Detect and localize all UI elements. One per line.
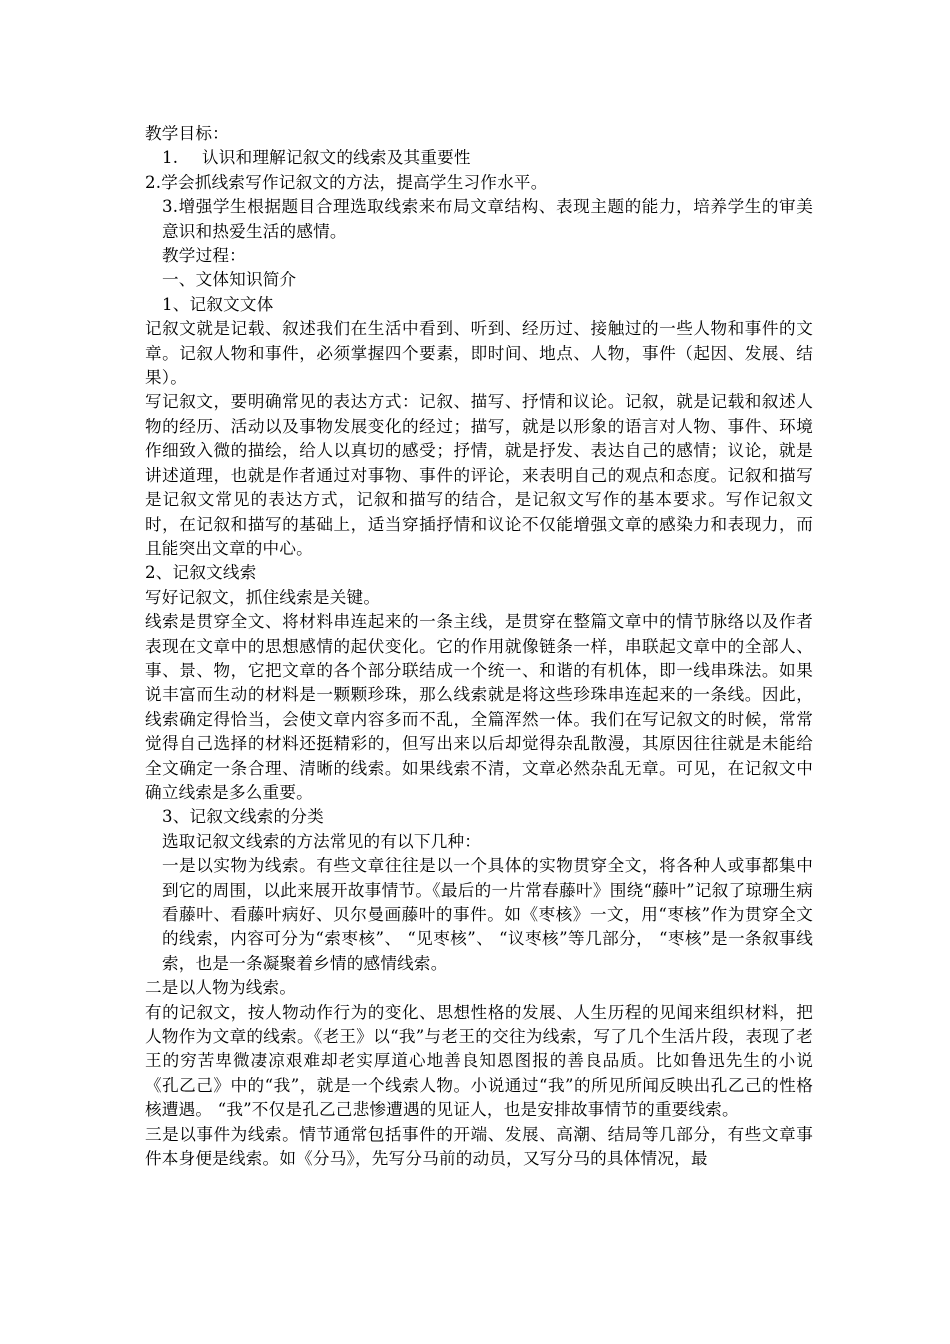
paragraph-6: 一是以实物为线索。有些文章往往是以一个具体的实物贯穿全文，将各种人或事都集中到它的周围，以此来展开故事情节。《最后的一片常春藤叶》围绕“藤叶”记叙了琼珊生病看藤叶、看藤叶病好、贝尔曼画藤叶的事件。如《枣核》一文，用“枣核”作为贯穿全文的线索，内容可分为“索枣核”、 “见枣核”、 “议枣核”等几部分， “枣核”是一条叙事线索，也是一条凝聚着乡情的感情线索。	[162, 856, 813, 973]
paragraph-9: 三是以事件为线索。情节通常包括事件的开端、发展、高潮、结局等几部分，有些文章事件本身便是线索。如《分马》，先写分马前的动员，又写分马的具体情况，最	[145, 1124, 813, 1169]
process-title: 教学过程：	[162, 246, 246, 266]
goal-1-text: 认识和理解记叙文的线索及其重要性	[202, 148, 471, 168]
paragraph-2: 写记叙文，要明确常见的表达方式：记叙、描写、抒情和议论。记叙，就是记载和叙述人物的经历、活动以及事物发展变化的经过；描写，就是以形象的语言对人物、事件、环境作细致入微的描绘，给人以真切的感受；抒情，就是抒发、表达自己的感情；议论，就是讲述道理，也就是作者通过对事物、事件的评论，来表明自己的观点和态度。记叙和描写是记叙文常见的表达方式，记叙和描写的结合，是记叙文写作的基本要求。写作记叙文时，在记叙和描写的基础上，适当穿插抒情和议论不仅能增强文章的感染力和表现力，而且能突出文章的中心。	[145, 392, 813, 558]
section-1-3-heading: 3、记叙文线索的分类	[162, 807, 324, 827]
paragraph-5: 选取记叙文线索的方法常见的有以下几种：	[162, 831, 482, 851]
paragraph-3: 写好记叙文，抓住线索是关键。	[145, 587, 381, 607]
section-1-1-heading: 1、记叙文文体	[162, 294, 274, 314]
goal-2: 2.学会抓线索写作记叙文的方法，提高学生习作水平。	[145, 172, 548, 192]
goal-3: 3.增强学生根据题目合理选取线索来布局文章结构、表现主题的能力，培养学生的审美意识和热爱生活的感情。	[162, 197, 813, 241]
paragraph-8: 有的记叙文，按人物动作行为的变化、思想性格的发展、人生历程的见闻来组织材料，把人物作为文章的线索。《老王》以“我”与老王的交往为线索，写了几个生活片段，表现了老王的穷苦卑微凄凉艰难却老实厚道心地善良知恩图报的善良品质。比如鲁迅先生的小说《孔乙己》中的“我”，就是一个线索人物。小说通过“我”的所见所闻反映出孔乙己的性格核遭遇。 “我”不仅是孔乙己悲惨遭遇的见证人，也是安排故事情节的重要线索。	[145, 1002, 813, 1120]
document-body	[145, 122, 813, 1171]
section-1-heading: 一、文体知识简介	[162, 270, 297, 290]
paragraph-4: 线索是贯穿全文、将材料串连起来的一条主线，是贯穿在整篇文章中的情节脉络以及作者表现在文章中的思想感情的起伏变化。它的作用就像链条一样，串联起文章中的全部人、事、景、物，它把文章的各个部分联结成一个统一、和谐的有机体，即一线串珠法。如果说丰富而生动的材料是一颗颗珍珠，那么线索就是将这些珍珠串连起来的一条线。因此，线索确定得恰当，会使文章内容多而不乱，全篇浑然一体。我们在写记叙文的时候，常常觉得自己选择的材料还挺精彩的，但写出来以后却觉得杂乱散漫，其原因往往就是未能给全文确定一条合理、清晰的线索。如果线索不清，文章必然杂乱无章。可见，在记叙文中确立线索是多么重要。	[145, 612, 813, 802]
paragraph-7: 二是以人物为线索。	[145, 978, 297, 998]
goal-1	[145, 146, 813, 170]
goal-1-number: 1.	[162, 148, 179, 168]
goal-title: 教学目标：	[145, 124, 229, 143]
section-1-2-heading: 2、记叙文线索	[145, 563, 257, 583]
paragraph-1: 记叙文就是记载、叙述我们在生活中看到、听到、经历过、接触过的一些人物和事件的文章。记叙人物和事件，必须掌握四个要素，即时间、地点、人物，事件（起因、发展、结果）。	[145, 319, 813, 388]
